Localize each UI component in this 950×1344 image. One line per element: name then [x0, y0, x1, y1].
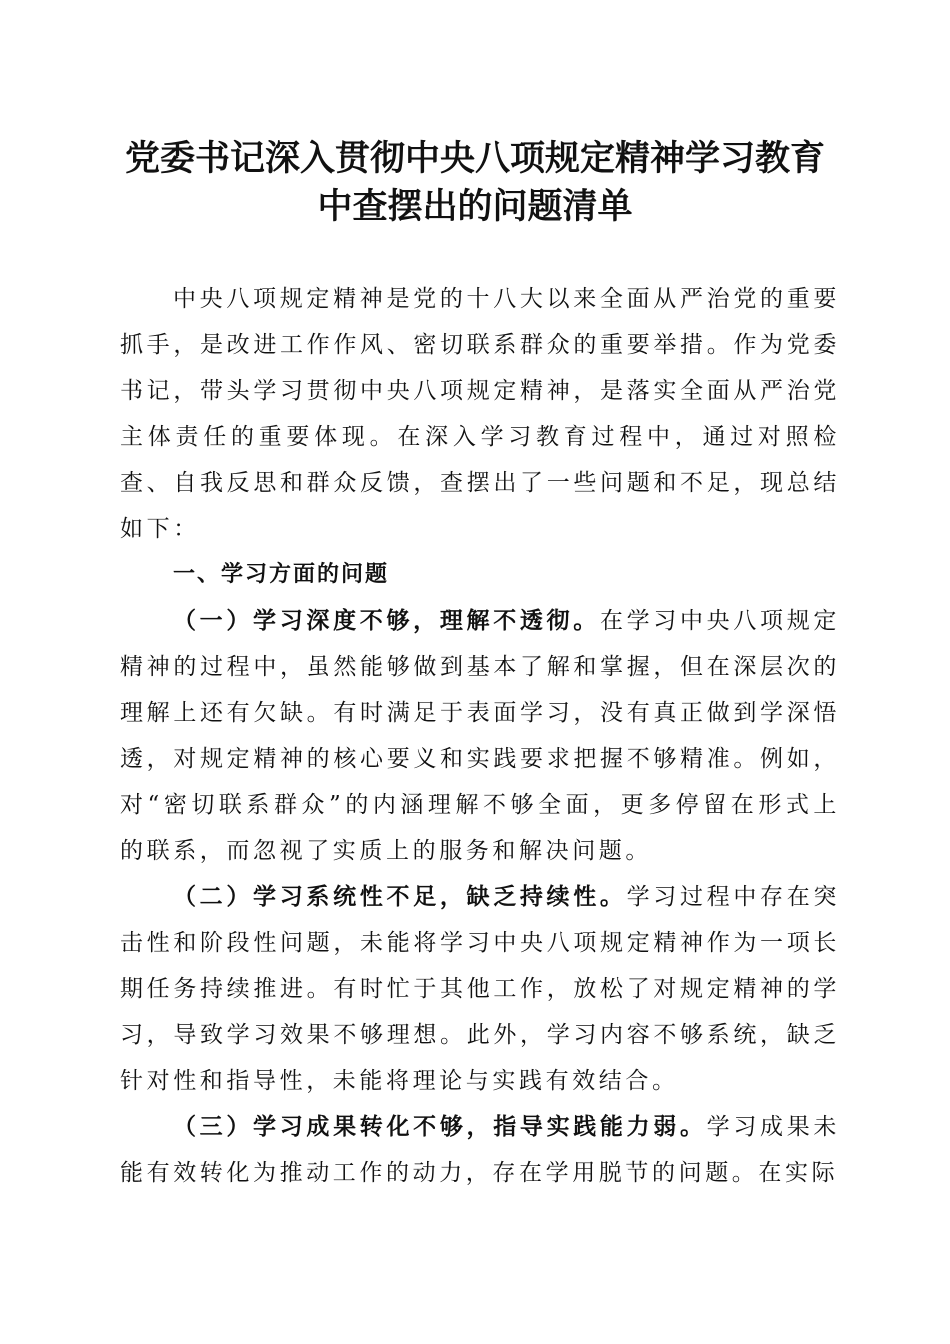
document-body: [120, 276, 840, 1196]
item-lead-2: （二）学习系统性不足，缺乏持续性。: [173, 883, 627, 910]
item-text-2: 学习过程中存在突击性和阶段性问题，未能将学习中央八项规定精神作为一项长期任务持续推进。有时忙于其他工作，放松了对规定精神的学习，导致学习效果不够理想。此外，学习内容不够系统，缺乏针对性和指导性，未能将理论与实践有效结合。: [120, 884, 840, 1094]
item-paragraph-2: [120, 874, 840, 1104]
item-lead-3: （三）学习成果转化不够，指导实践能力弱。: [173, 1113, 707, 1140]
item-text-1: 在学习中央八项规定精神的过程中，虽然能够做到基本了解和掌握，但在深层次的理解上还有欠缺。有时满足于表面学习，没有真正做到学深悟透，对规定精神的核心要义和实践要求把握不够精准。例如，对“密切联系群众”的内涵理解不够全面，更多停留在形式上的联系，而忽视了实质上的服务和解决问题。: [120, 608, 840, 864]
item-paragraph-3: [120, 1104, 840, 1196]
document-title-line-2: 中查摆出的问题清单: [317, 186, 633, 227]
item-lead-1: （一）学习深度不够，理解不透彻。: [173, 607, 600, 634]
document-title-line-1: 党委书记深入贯彻中央八项规定精神学习教育: [124, 138, 825, 179]
item-text-3: 学习成果未能有效转化为推动工作的动力，存在学用脱节的问题。在实际: [120, 1114, 841, 1186]
section-heading-1: 一、学习方面的问题: [173, 562, 390, 587]
intro-paragraph: 中央八项规定精神是党的十八大以来全面从严治党的重要抓手，是改进工作作风、密切联系群众的重要举措。作为党委书记，带头学习贯彻中央八项规定精神，是落实全面从严治党主体责任的重要体现。在深入学习教育过程中，通过对照检查、自我反思和群众反馈，查摆出了一些问题和不足，现总结如下：: [120, 286, 840, 542]
item-paragraph-1: [120, 598, 840, 874]
